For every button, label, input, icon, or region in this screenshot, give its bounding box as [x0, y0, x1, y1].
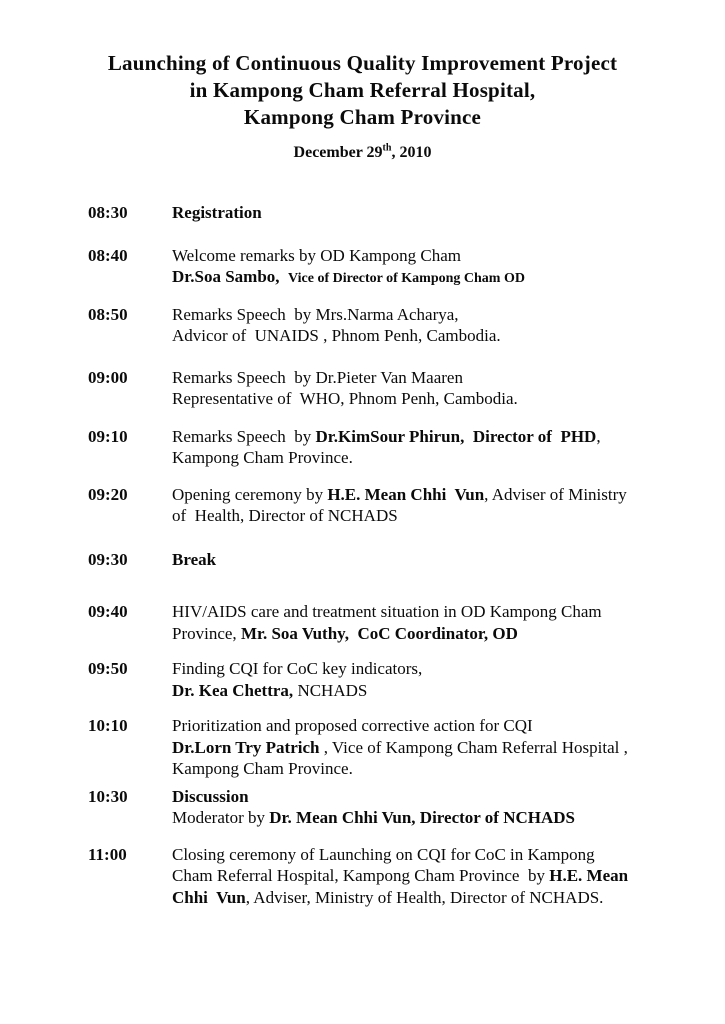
schedule-time: 09:20: [88, 484, 128, 504]
text-segment: , Adviser, Ministry of Health, Director of NCHADS.: [245, 887, 604, 907]
event-date: [0, 143, 725, 163]
text-segment: Mr. Soa Vuthy, CoC Coordinator, OD: [240, 623, 518, 643]
schedule-time: 08:40: [88, 245, 128, 265]
description-line: [172, 325, 697, 347]
schedule-time: 09:00: [88, 367, 128, 387]
description-line: [172, 601, 697, 623]
schedule-time: 09:10: [88, 426, 128, 446]
document-title-line-3: Kampong Cham Province: [243, 105, 482, 129]
schedule-item: [88, 549, 725, 571]
description-line: [172, 426, 697, 448]
text-segment: Dr.Soa Sambo,: [172, 267, 289, 286]
text-segment: Prioritization and proposed corrective action for CQI: [172, 716, 533, 735]
schedule-time: 10:30: [88, 786, 128, 806]
schedule-description: [172, 245, 697, 290]
schedule-description: [172, 484, 697, 527]
text-segment: Finding CQI for CoC key indicators,: [172, 659, 423, 678]
description-line: [172, 388, 697, 410]
text-segment: H.E. Mean Chhi Vun: [327, 484, 485, 504]
description-line: [172, 887, 697, 909]
description-line: [172, 304, 697, 326]
text-segment: Registration: [172, 203, 262, 222]
event-date-year: , 2010: [391, 144, 432, 161]
schedule-description: [172, 367, 697, 410]
text-segment: Remarks Speech by: [172, 426, 316, 446]
schedule-item: [88, 786, 725, 829]
text-segment: NCHADS: [293, 680, 368, 700]
text-segment: Welcome remarks by OD Kampong Cham: [172, 245, 461, 265]
description-line: [172, 266, 697, 290]
document-title-line-2: in Kampong Cham Referral Hospital,: [189, 78, 536, 102]
description-line: [172, 245, 697, 267]
schedule-description: [172, 715, 697, 780]
schedule-time: 11:00: [88, 844, 127, 864]
description-line: [172, 549, 697, 571]
schedule-description: [172, 549, 697, 571]
schedule: [0, 202, 725, 908]
text-segment: Moderator by: [172, 808, 270, 827]
schedule-item: [88, 426, 725, 469]
text-segment: ,: [596, 426, 601, 446]
schedule-description: [172, 844, 697, 909]
text-segment: Kampong Cham Province.: [172, 448, 353, 467]
description-line: [172, 658, 697, 680]
text-segment: Dr. Kea Chettra,: [172, 680, 294, 700]
text-segment: Chhi Vun: [172, 887, 246, 907]
description-line: [172, 844, 697, 866]
text-segment: Province,: [172, 623, 241, 643]
text-segment: Representative of WHO, Phnom Penh, Cambodia.: [172, 389, 518, 408]
text-segment: Break: [172, 549, 217, 569]
schedule-description: [172, 426, 697, 469]
schedule-item: [88, 844, 725, 909]
description-line: [172, 202, 697, 224]
text-segment: Discussion: [172, 786, 249, 806]
text-segment: H.E. Mean: [549, 866, 629, 885]
description-line: [172, 367, 697, 389]
schedule-item: [88, 484, 725, 527]
schedule-item: [88, 658, 725, 701]
description-line: [172, 623, 697, 645]
text-segment: Opening ceremony by: [172, 484, 328, 504]
description-line: [172, 865, 697, 887]
event-date-ordinal: th: [382, 142, 392, 154]
schedule-time: 09:40: [88, 602, 128, 621]
text-segment: Dr. Mean Chhi Vun, Director of NCHADS: [269, 808, 575, 827]
schedule-description: [172, 304, 697, 347]
schedule-item: [88, 367, 725, 410]
description-line: [172, 484, 697, 506]
description-line: [172, 786, 697, 808]
description-line: [172, 737, 697, 759]
text-segment: , Vice of Kampong Cham Referral Hospital ,: [323, 737, 628, 757]
text-segment: HIV/AIDS care and treatment situation in OD Kampong Cham: [172, 602, 602, 621]
description-line: [172, 505, 697, 527]
text-segment: Remarks Speech by Dr.Pieter Van Maaren: [172, 367, 463, 387]
schedule-time: 08:30: [88, 203, 128, 222]
schedule-time: 10:10: [88, 716, 128, 735]
schedule-time: 09:50: [88, 659, 128, 678]
schedule-item: [88, 202, 725, 224]
schedule-item: [88, 715, 725, 780]
schedule-item: [88, 601, 725, 644]
text-segment: Advicor of UNAIDS , Phnom Penh, Cambodia.: [172, 326, 501, 345]
schedule-description: [172, 202, 697, 224]
text-segment: of Health, Director of NCHADS: [172, 506, 398, 525]
text-segment: , Adviser of Ministry: [484, 484, 627, 504]
text-segment: Closing ceremony of Launching on CQI for CoC in Kampong: [172, 844, 595, 864]
schedule-time: 08:50: [88, 304, 128, 324]
text-segment: Dr.Lorn Try Patrich: [172, 737, 324, 757]
event-date-day: December 29: [293, 144, 383, 161]
description-line: [172, 447, 697, 469]
document-header: [0, 50, 725, 163]
schedule-description: [172, 601, 697, 644]
text-segment: Remarks Speech by Mrs.Narma Acharya,: [172, 304, 459, 324]
schedule-item: [88, 304, 725, 347]
description-line: [172, 715, 697, 737]
text-segment: Cham Referral Hospital, Kampong Cham Province by: [172, 866, 550, 885]
text-segment: Kampong Cham Province.: [172, 759, 353, 778]
text-segment: Dr.KimSour Phirun, Director of PHD: [315, 426, 597, 446]
description-line: [172, 680, 697, 702]
schedule-item: [88, 245, 725, 290]
schedule-time: 09:30: [88, 549, 128, 569]
document-title-line-1: Launching of Continuous Quality Improvement Project: [107, 51, 618, 75]
schedule-description: [172, 658, 697, 701]
description-line: [172, 807, 697, 829]
description-line: [172, 758, 697, 780]
text-segment: Vice of Director of Kampong Cham OD: [288, 271, 525, 286]
schedule-description: [172, 786, 697, 829]
